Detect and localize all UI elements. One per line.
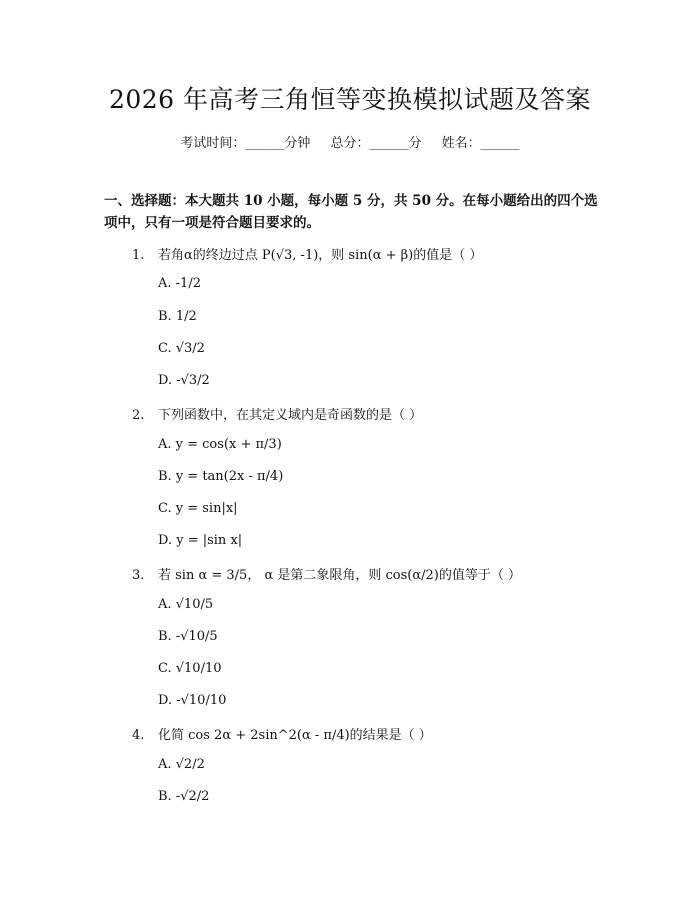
question-2 xyxy=(132,404,422,423)
section-heading: 一、选择题：本大题共 10 小题，每小题 5 分，共 50 分。在每小题给出的四个选项中，只有一项是符合题目要求的。 xyxy=(104,193,598,231)
question-number: 3. xyxy=(132,568,145,583)
option-3c: C. √10/10 xyxy=(158,661,222,676)
option-2a: A. y = cos(x + π/3) xyxy=(158,437,282,452)
question-text: 下列函数中，在其定义域内是奇函数的是（ ） xyxy=(158,408,423,423)
question-number: 1. xyxy=(132,248,145,263)
question-1 xyxy=(132,244,482,263)
exam-time: 考试时间：______分钟 xyxy=(180,136,311,151)
option-3a: A. √10/5 xyxy=(158,597,214,612)
option-3b: B. -√10/5 xyxy=(158,629,218,644)
option-3d: D. -√10/10 xyxy=(158,693,227,708)
student-name: 姓名：______ xyxy=(441,136,520,151)
question-3 xyxy=(132,564,521,583)
option-2d: D. y = |sin x| xyxy=(158,533,243,548)
option-1d: D. -√3/2 xyxy=(158,373,210,388)
exam-meta xyxy=(0,132,700,151)
option-1b: B. 1/2 xyxy=(158,309,197,324)
option-1a: A. -1/2 xyxy=(158,276,201,291)
question-number: 2. xyxy=(132,408,145,423)
question-text: 化简 cos 2α + 2sin^2(α - π/4)的结果是（ ） xyxy=(158,728,432,743)
question-text: 若角α的终边过点 P(√3, -1)，则 sin(α + β)的值是（ ） xyxy=(158,248,483,263)
exam-score: 总分：______分 xyxy=(330,136,422,151)
option-2c: C. y = sin|x| xyxy=(158,501,238,516)
option-2b: B. y = tan(2x - π/4) xyxy=(158,469,284,484)
page-title: 2026 年高考三角恒等变换模拟试题及答案 xyxy=(108,85,592,114)
option-4b: B. -√2/2 xyxy=(158,789,210,804)
question-text: 若 sin α = 3/5， α 是第二象限角，则 cos(α/2)的值等于（ ） xyxy=(158,568,521,583)
question-4 xyxy=(132,724,432,743)
option-4a: A. √2/2 xyxy=(158,757,205,772)
option-1c: C. √3/2 xyxy=(158,341,205,356)
question-number: 4. xyxy=(132,728,145,743)
